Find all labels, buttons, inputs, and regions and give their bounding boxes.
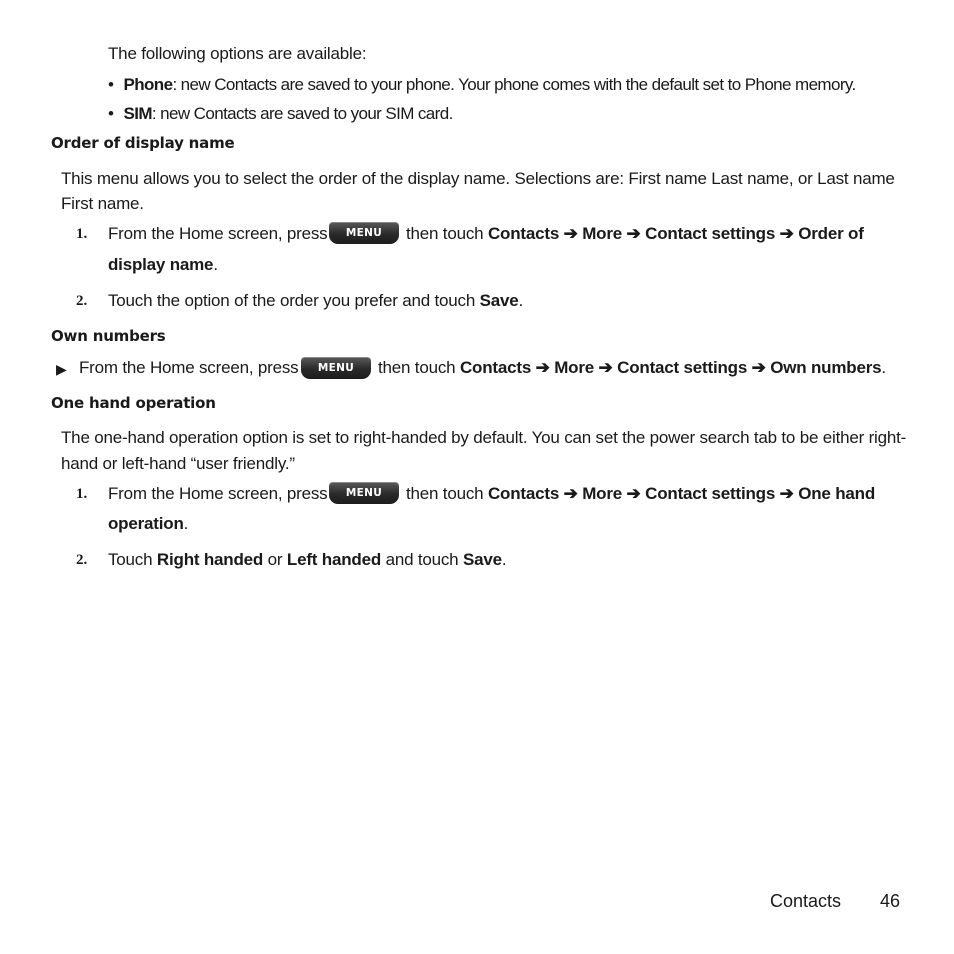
own-pre: From the Home screen, press — [79, 358, 299, 377]
step-number: 2. — [76, 552, 88, 568]
onehand-step2: Touch Right handed or Left handed and touch Save. — [108, 550, 507, 569]
option-term: Phone — [123, 75, 173, 94]
menu-key-icon: MENU — [329, 222, 399, 244]
menu-key-icon: MENU — [301, 357, 371, 379]
option-term: SIM — [123, 104, 152, 123]
order-step1-path: then touch Contacts ➔ More ➔ Contact settings ➔ Order of — [406, 224, 864, 243]
section-heading-onehand: One hand operation — [51, 394, 216, 412]
option-phone — [108, 75, 856, 95]
onehand-paragraph-line2: hand or left-hand “user friendly.” — [61, 454, 295, 473]
option-sim — [108, 104, 453, 124]
option-desc: : new Contacts are saved to your phone. Your phone comes with the default set to Phone memory. — [172, 75, 856, 94]
arrow-icon: ➔ — [563, 224, 578, 243]
bullet: • — [108, 75, 114, 94]
play-marker-icon: ▶ — [56, 361, 67, 377]
order-step1-cont: display name. — [108, 255, 218, 274]
option-desc: : new Contacts are saved to your SIM card. — [151, 104, 453, 123]
page-number: 46 — [880, 891, 901, 911]
intro-text: The following options are available: — [108, 44, 367, 63]
order-step1-pre: From the Home screen, press — [108, 224, 328, 243]
section-heading-own: Own numbers — [51, 327, 166, 345]
menu-key-icon: MENU — [329, 482, 399, 504]
arrow-icon: ➔ — [626, 484, 641, 503]
arrow-icon: ➔ — [535, 358, 550, 377]
arrow-icon: ➔ — [626, 224, 641, 243]
order-paragraph-line2: First name. — [61, 194, 144, 213]
step-number: 1. — [76, 486, 88, 502]
onehand-step1-pre: From the Home screen, press — [108, 484, 328, 503]
arrow-icon: ➔ — [598, 358, 613, 377]
onehand-step1-path: then touch Contacts ➔ More ➔ Contact settings ➔ One hand — [406, 484, 876, 503]
onehand-step1-cont: operation. — [108, 514, 189, 533]
order-step2: Touch the option of the order you prefer and touch Save. — [108, 291, 524, 310]
step-number: 1. — [76, 226, 88, 242]
onehand-paragraph-line1: The one-hand operation option is set to right-handed by default. You can set the power search tab to be either right- — [61, 428, 907, 447]
arrow-icon: ➔ — [779, 484, 794, 503]
section-heading-order: Order of display name — [51, 134, 235, 152]
own-path: then touch Contacts ➔ More ➔ Contact settings ➔ Own numbers. — [378, 358, 886, 377]
arrow-icon: ➔ — [779, 224, 794, 243]
order-paragraph-line1: This menu allows you to select the order of the display name. Selections are: First name Last name, or Last name — [61, 169, 895, 188]
arrow-icon: ➔ — [751, 358, 766, 377]
arrow-icon: ➔ — [563, 484, 578, 503]
step-number: 2. — [76, 293, 88, 309]
footer-section-name: Contacts — [770, 891, 842, 911]
bullet: • — [108, 104, 114, 123]
